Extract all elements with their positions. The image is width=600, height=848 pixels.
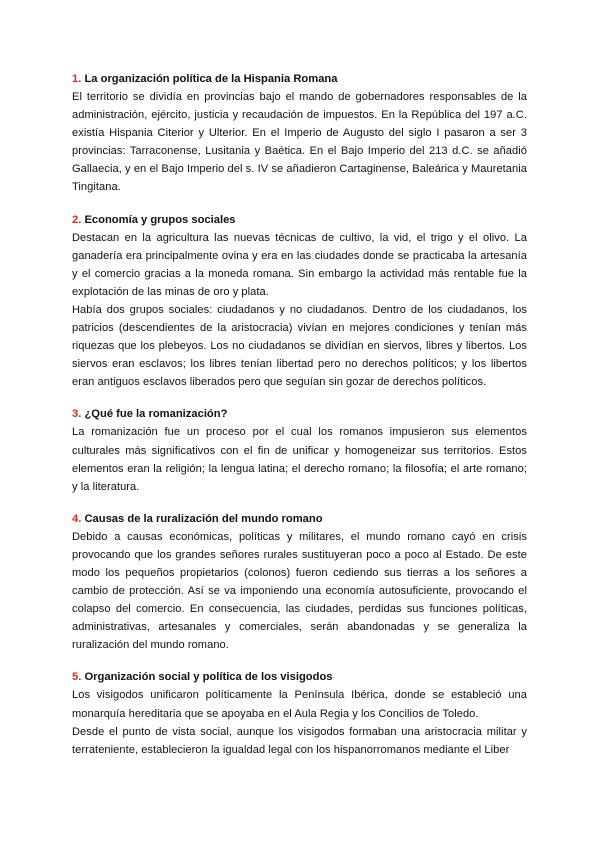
section-number: 1. [72,73,82,85]
section-number: 2. [72,213,82,226]
section-3 [72,405,527,495]
section-number: 3. [72,408,82,421]
section-heading [72,668,527,686]
section-title: Economía y grupos sociales [81,213,236,226]
section-heading [72,510,527,528]
paragraph: Desde el punto de vista social, aunque los visigodos formaban una aristocracia militar y terrateniente, establecieron la igualdad legal con los hispanorromanos mediante el Liber [72,725,527,756]
paragraph: Había dos grupos sociales: ciudadanos y no ciudadanos. Dentro de los ciudadanos, los patricios (descendientes de la aristocracia) vivían en mejores condiciones y tenían más riquezas que los plebeyos. Los no ciudadanos se dividían en siervos, libres y libertos. Los siervos eran esclavos; los libres tenían libertad pero no derechos políticos; y los libertos eran antiguos esclavos liberados pero que seguían sin gozar de derechos políticos. [72,303,527,389]
section-number: 4. [72,512,82,525]
paragraph: El territorio se dividía en provincias bajo el mando de gobernadores responsables de la administración, ejército, justicia y recaudación de impuestos. En la República del 197 a.C. existía Hispania Citerior y Ulterior. En el Imperio de Augusto del siglo I pasaron a ser 3 provincias: Tarraconense, Lusitania y Baética. En el Bajo Imperio del 213 d.C. se añadió Gallaecia, y en el Bajo Imperio del s. IV se añadieron Cartaginense, Baleárica y Mauretania Tingitana. [72,91,527,194]
section-heading [72,211,527,229]
paragraph: Los visigodos unificaron políticamente la Península Ibérica, donde se estableció una monarquía hereditaria que se apoyaba en el Aula Regia y los Concilios de Toledo. [72,689,527,720]
paragraph: La romanización fue un proceso por el cual los romanos impusieron sus elementos culturales más significativos con el fin de unificar y homogeneizar sus territorios. Estos elementos eran la religión; la lengua latina; el derecho romano; la filosofía; el arte romano; y la literatura. [72,426,527,493]
section-title: La organización política de la Hispania Romana [81,73,338,85]
section-heading [72,70,527,88]
section-1 [72,70,527,197]
section-4 [72,510,527,655]
section-5 [72,668,527,758]
section-title: ¿Qué fue la romanización? [81,408,228,421]
section-number: 5. [72,671,82,684]
document-content [72,70,527,773]
paragraph: Destacan en la agricultura las nuevas técnicas de cultivo, la vid, el trigo y el olivo. La ganadería era principalmente ovina y era en las ciudades donde se practicaba la artesanía y el comercio gracias a la moneda romana. Sin embargo la actividad más rentable fue la explotación de las minas de oro y plata. [72,231,527,298]
section-2 [72,211,527,392]
section-title: Organización social y política de los visigodos [81,671,333,684]
paragraph: Debido a causas económicas, políticas y militares, el mundo romano cayó en crisis provocando que los grandes señores rurales sustituyeran poco a poco al Estado. De este modo los pequeños propietarios (colonos) fueron cediendo sus tierras a los señores a cambio de protección. Así se va imponiendo una economía autosuficiente, provocando el colapso del comercio. En consecuencia, las ciudades, perdidas sus funciones políticas, administrativas, artesanales y comerciales, serán abandonadas y se generaliza la ruralización del mundo romano. [72,530,527,652]
section-title: Causas de la ruralización del mundo romano [81,512,323,525]
section-heading [72,405,527,423]
